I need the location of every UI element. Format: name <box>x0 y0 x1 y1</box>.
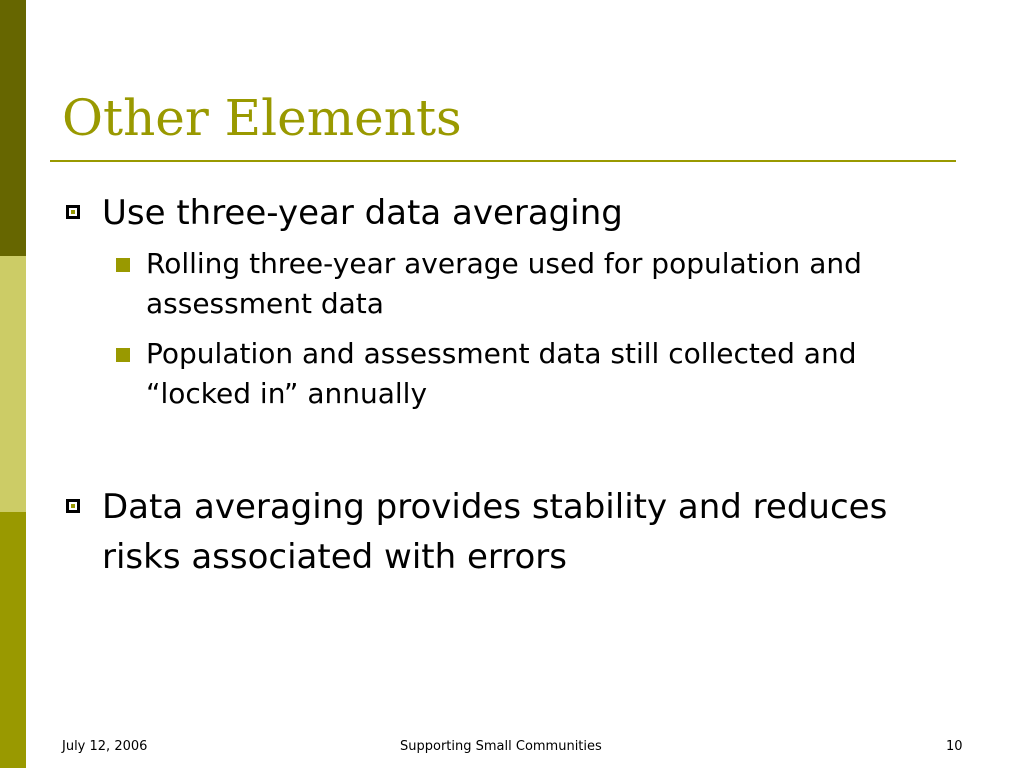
hollow-square-bullet-icon <box>66 205 80 219</box>
side-bar-light-segment <box>0 256 26 512</box>
filled-square-bullet-icon <box>116 258 130 272</box>
sub-bullet-text: Rolling three-year average used for population and assessment data <box>146 247 862 320</box>
footer-title: Supporting Small Communities <box>400 739 602 754</box>
side-bar-dark-segment <box>0 0 26 256</box>
side-decoration-bar <box>0 0 26 768</box>
page-number: 10 <box>946 739 963 754</box>
hollow-square-bullet-icon <box>66 499 80 513</box>
bullet-text: Use three-year data averaging <box>102 193 623 233</box>
sub-bullet-item <box>146 334 962 414</box>
side-bar-olive-segment <box>0 512 26 768</box>
bullet-text: Data averaging provides stability and reduces risks associated with errors <box>102 487 888 577</box>
footer-date: July 12, 2006 <box>62 739 148 754</box>
sub-bullet-item <box>146 244 962 324</box>
bullet-item <box>62 482 962 582</box>
slide-body <box>62 188 962 582</box>
filled-square-bullet-icon <box>116 348 130 362</box>
sub-bullet-text: Population and assessment data still collected and “locked in” annually <box>146 337 857 410</box>
title-underline <box>50 160 956 162</box>
bullet-item <box>62 188 962 238</box>
slide-title: Other Elements <box>62 89 462 147</box>
